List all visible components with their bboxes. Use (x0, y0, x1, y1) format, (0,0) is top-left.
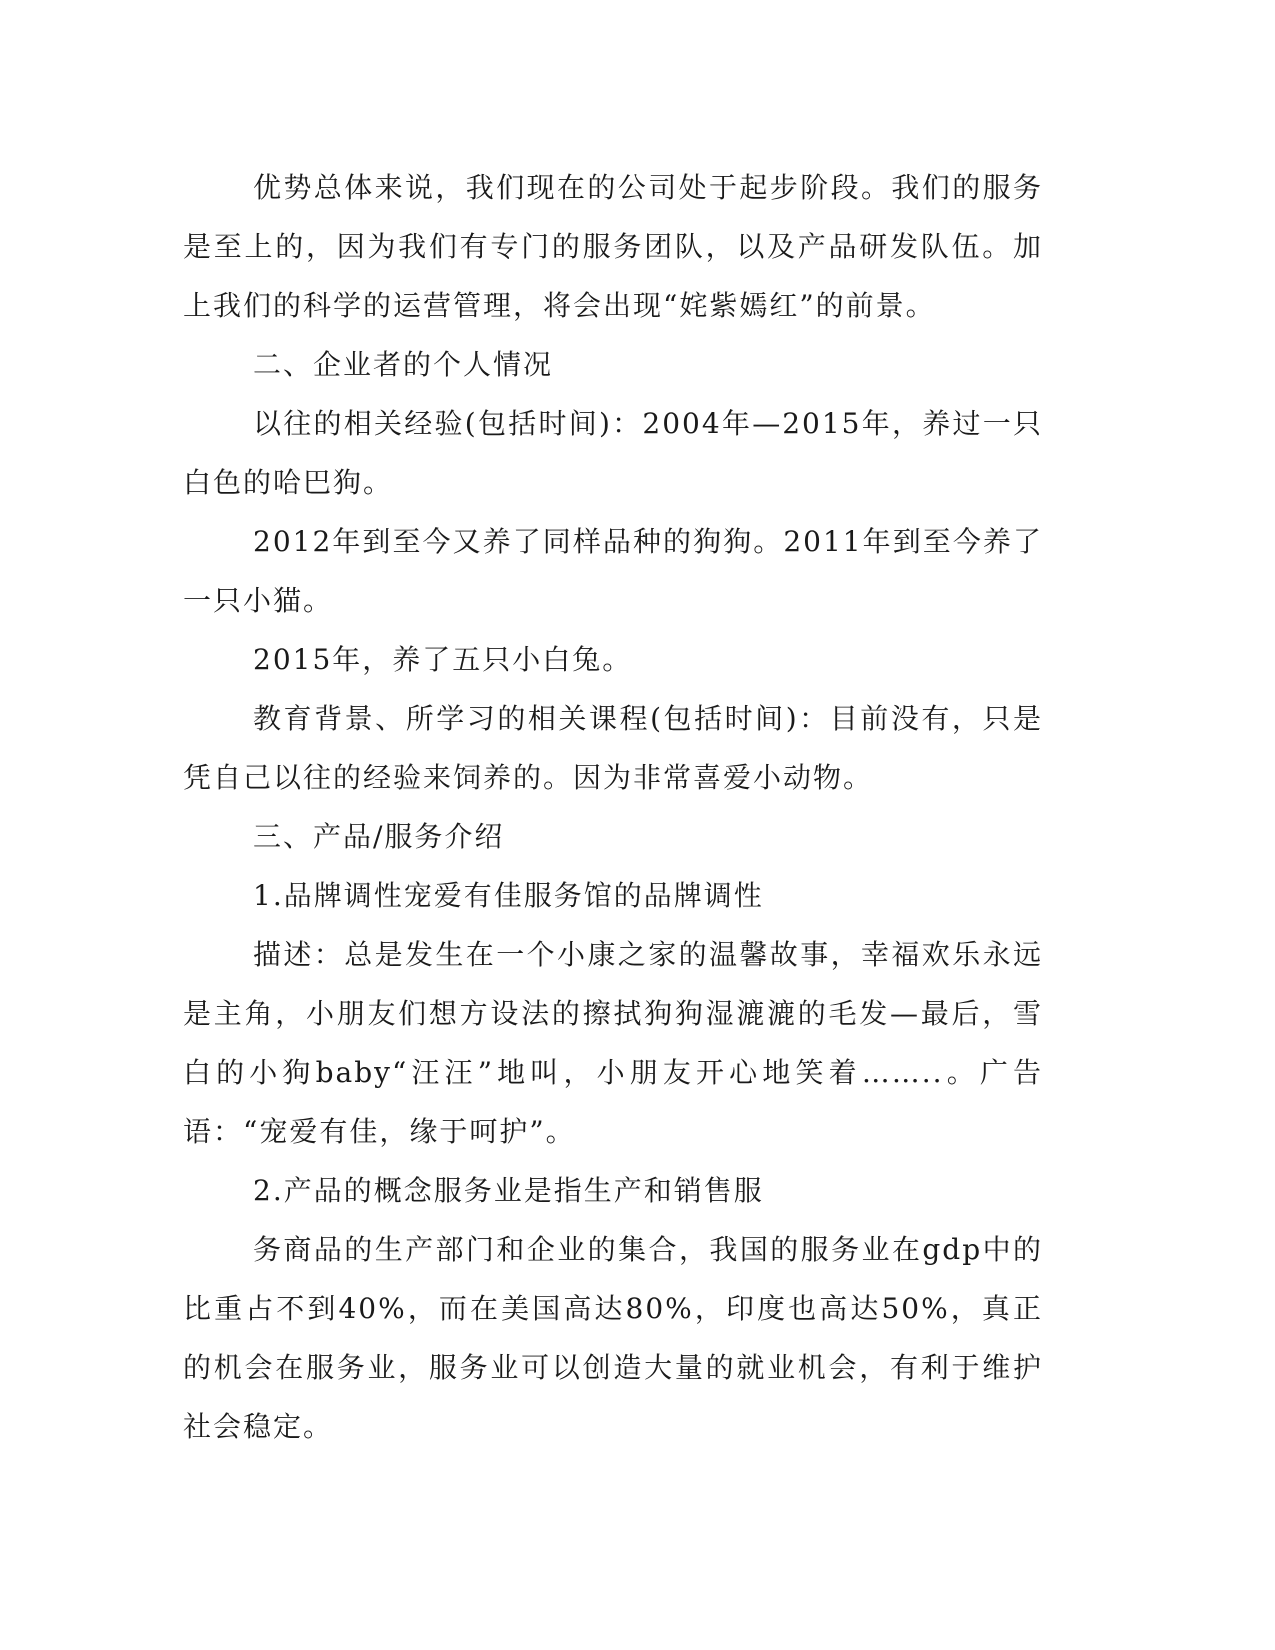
paragraph-education: 教育背景、所学习的相关课程(包括时间)：目前没有，只是凭自己以往的经验来饲养的。因为非常喜爱小动物。 (183, 702, 1043, 794)
paragraph-description: 描述：总是发生在一个小康之家的温馨故事，幸福欢乐永远是主角，小朋友们想方设法的擦拭狗狗湿漉漉的毛发—最后，雪白的小狗baby“汪汪”地叫，小朋友开心地笑着……..。广告语：“宠爱有佳，缘于呵护”。 (183, 938, 1043, 1148)
paragraph-product-concept: 2.产品的概念服务业是指生产和销售服 (253, 1174, 764, 1207)
paragraph-experience: 以往的相关经验(包括时间)：2004年—2015年，养过一只白色的哈巴狗。 (183, 407, 1043, 499)
paragraph-advantages: 优势总体来说，我们现在的公司处于起步阶段。我们的服务是至上的，因为我们有专门的服务团队，以及产品研发队伍。加上我们的科学的运营管理，将会出现“姹紫嫣红”的前景。 (183, 171, 1043, 322)
paragraph-brand-tone: 1.品牌调性宠爱有佳服务馆的品牌调性 (253, 879, 764, 912)
paragraph-dog-2012: 2012年到至今又养了同样品种的狗狗。2011年到至今养了一只小猫。 (183, 525, 1043, 617)
document-body (183, 158, 1043, 1456)
section-heading-personal: 二、企业者的个人情况 (253, 348, 554, 381)
paragraph-service-industry: 务商品的生产部门和企业的集合，我国的服务业在gdp中的比重占不到40%，而在美国高达80%，印度也高达50%，真正的机会在服务业，服务业可以创造大量的就业机会，有利于维护社会稳定。 (183, 1233, 1043, 1443)
paragraph-rabbits-2015: 2015年，养了五只小白兔。 (253, 643, 633, 676)
section-heading-product: 三、产品/服务介绍 (253, 820, 505, 853)
